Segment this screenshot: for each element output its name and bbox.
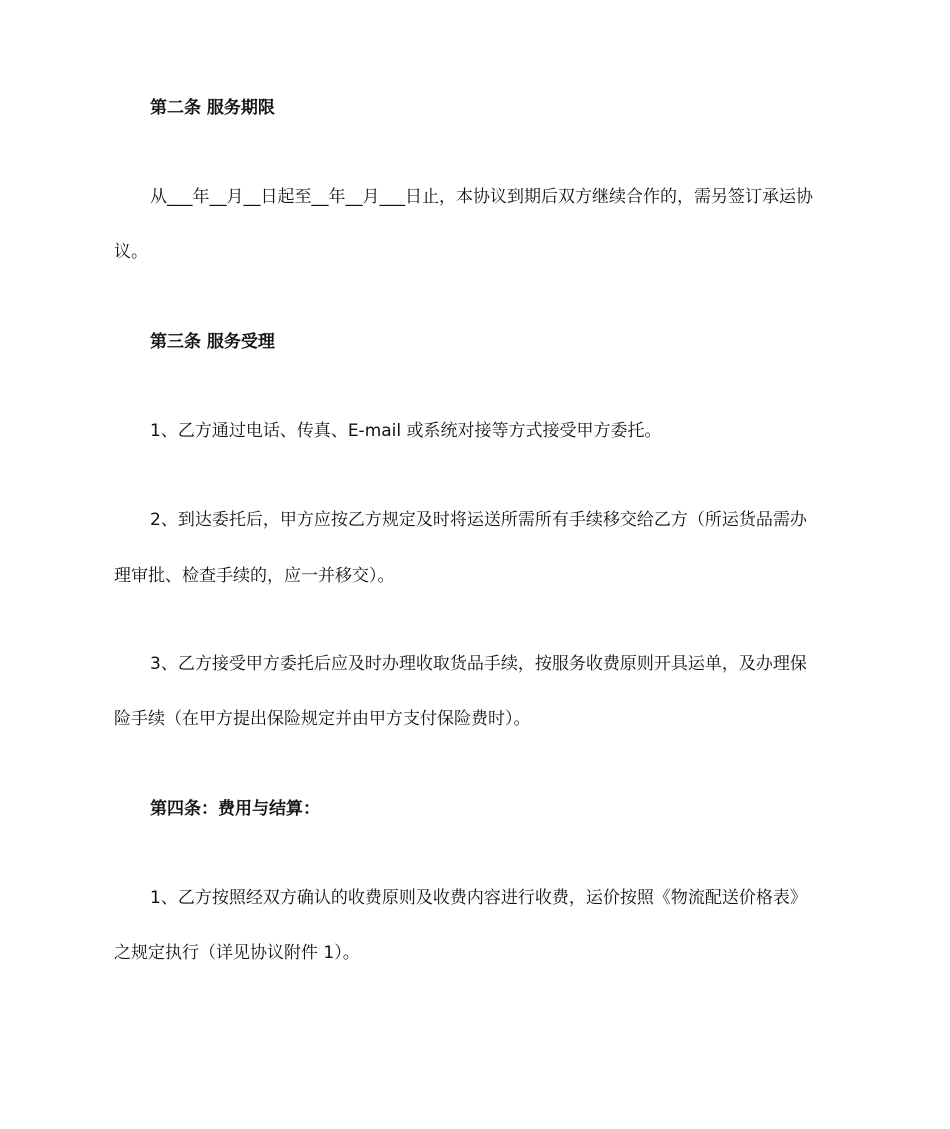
article-4-item-1-line-2: 之规定执行（详见协议附件 1）。 xyxy=(114,943,360,963)
article-4-item-1-line-1: 1、乙方按照经双方确认的收费原则及收费内容进行收费，运价按照《物流配送价格表》 xyxy=(150,888,807,908)
article-3-item-3-line-2: 险手续（在甲方提出保险规定并由甲方支付保险费时）。 xyxy=(114,709,531,729)
article-3-item-1: 1、乙方通过电话、传真、E-mail 或系统对接等方式接受甲方委托。 xyxy=(150,421,662,441)
article-3-item-2-line-2: 理审批、检查手续的，应一并移交）。 xyxy=(114,566,395,586)
article-3-heading: 第三条 服务受理 xyxy=(150,332,275,352)
article-2-paragraph-line-2: 议。 xyxy=(114,242,148,262)
article-3-item-2-line-1: 2、到达委托后，甲方应按乙方规定及时将运送所需所有手续移交给乙方（所运货品需办 xyxy=(150,510,807,530)
article-2-heading: 第二条 服务期限 xyxy=(150,98,275,118)
article-4-heading: 第四条：费用与结算： xyxy=(150,799,320,819)
article-2-paragraph-line-1: 从___年__月__日起至__年__月___日止，本协议到期后双方继续合作的，需另签订承运协 xyxy=(150,187,813,207)
article-3-item-3-line-1: 3、乙方接受甲方委托后应及时办理收取货品手续，按服务收费原则开具运单，及办理保 xyxy=(150,654,807,674)
